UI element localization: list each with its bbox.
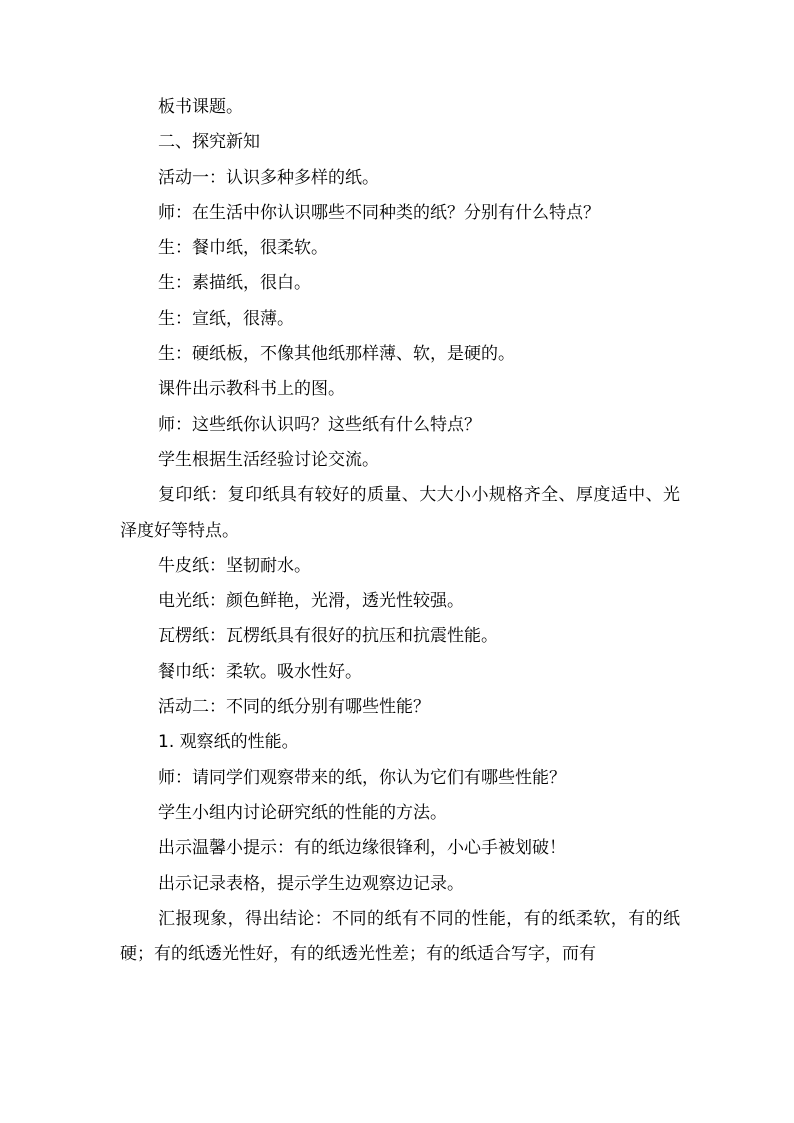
paragraph-conclusion: 汇报现象，得出结论：不同的纸有不同的性能，有的纸柔软，有的纸硬；有的纸透光性好，有的纸透光性差；有的纸适合写字，而有 [120,908,680,965]
paragraph-corrugated-paper: 瓦楞纸：瓦楞纸具有很好的抗压和抗震性能。 [158,626,498,647]
paragraph-activity-two: 活动二：不同的纸分别有哪些性能？ [158,697,430,718]
paragraph-teacher-question-3: 师：请同学们观察带来的纸，你认为它们有哪些性能？ [158,767,566,788]
paragraph-activity-one: 活动一：认识多种多样的纸。 [158,167,379,188]
paragraph-record-table: 出示记录表格，提示学生边观察边记录。 [158,873,464,894]
paragraph-student-answer-1: 生：餐巾纸，很柔软。 [158,238,328,259]
paragraph-board-title: 板书课题。 [158,97,243,117]
paragraph-copy-paper: 复印纸：复印纸具有较好的质量、大大小小规格齐全、厚度适中、光泽度好等特点。 [120,485,680,541]
paragraph-student-discussion: 学生根据生活经验讨论交流。 [158,449,379,470]
document-body [120,90,680,972]
paragraph-kraft-paper: 牛皮纸：坚韧耐水。 [158,555,311,576]
paragraph-teacher-question-2: 师：这些纸你认识吗？这些纸有什么特点？ [158,414,481,435]
section-heading-explore: 二、探究新知 [158,132,260,153]
paragraph-student-answer-4: 生：硬纸板，不像其他纸那样薄、软，是硬的。 [158,344,515,365]
paragraph-courseware: 课件出示教科书上的图。 [158,379,345,400]
paragraph-student-answer-2: 生：素描纸，很白。 [158,273,311,294]
paragraph-safety-tip: 出示温馨小提示：有的纸边缘很锋利，小心手被划破！ [158,838,566,859]
paragraph-student-answer-3: 生：宣纸，很薄。 [158,308,294,329]
paragraph-group-discussion: 学生小组内讨论研究纸的性能的方法。 [158,802,447,823]
paragraph-observe-properties: 1. 观察纸的性能。 [158,732,299,753]
paragraph-teacher-question-1: 师：在生活中你认识哪些不同种类的纸？分别有什么特点？ [158,202,600,223]
paragraph-glossy-paper: 电光纸：颜色鲜艳，光滑，透光性较强。 [158,591,464,612]
paragraph-napkin-paper: 餐巾纸：柔软。吸水性好。 [158,661,362,682]
